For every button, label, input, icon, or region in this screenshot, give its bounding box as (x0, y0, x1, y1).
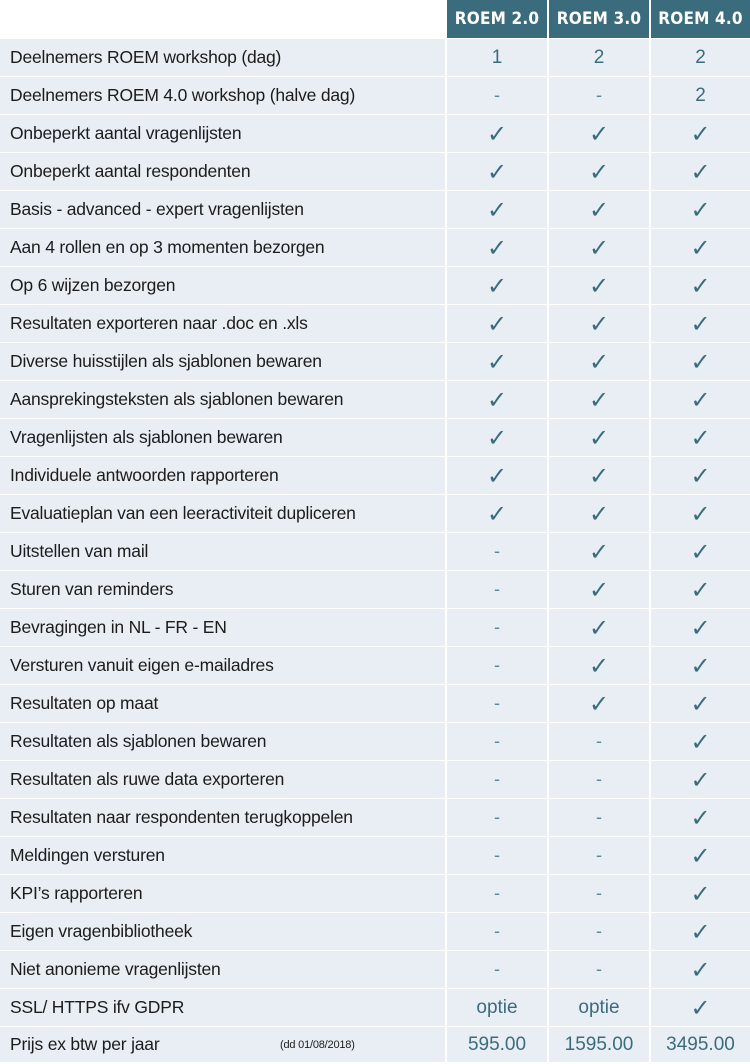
dash-value-roem-2: - (445, 837, 547, 874)
dash-value-roem-2: - (445, 77, 547, 114)
feature-label: Deelnemers ROEM workshop (dag) (10, 47, 282, 67)
check-icon: ✓ (547, 267, 649, 304)
feature-label-cell (0, 723, 445, 760)
column-header-roem-3: ROEM 3.0 (547, 0, 649, 38)
value-cell-roem-2: optie (445, 989, 547, 1026)
dash-value-roem-2: - (445, 761, 547, 798)
table-row (0, 912, 750, 950)
check-icon: ✓ (547, 609, 649, 646)
check-icon: ✓ (445, 267, 547, 304)
check-icon: ✓ (649, 951, 750, 988)
check-icon: ✓ (649, 761, 750, 798)
dash-value-roem-3: - (547, 77, 649, 114)
table-row (0, 608, 750, 646)
table-row (0, 760, 750, 798)
check-icon: ✓ (649, 799, 750, 836)
check-icon: ✓ (547, 229, 649, 266)
feature-label-cell (0, 761, 445, 798)
table-row (0, 684, 750, 722)
dash-value-roem-2: - (445, 533, 547, 570)
check-icon: ✓ (649, 305, 750, 342)
feature-label: Sturen van reminders (10, 579, 174, 599)
table-row (0, 38, 750, 76)
dash-value-roem-3: - (547, 951, 649, 988)
feature-label-cell (0, 647, 445, 684)
price-date-note: (dd 01/08/2018) (280, 1038, 355, 1051)
feature-label: Basis - advanced - expert vragenlijsten (10, 199, 304, 219)
check-icon: ✓ (649, 419, 750, 456)
check-icon: ✓ (547, 647, 649, 684)
check-icon: ✓ (547, 115, 649, 152)
feature-label: Versturen vanuit eigen e-mailadres (10, 655, 274, 675)
check-icon: ✓ (547, 533, 649, 570)
table-row (0, 228, 750, 266)
dash-value-roem-3: - (547, 761, 649, 798)
feature-label: Vragenlijsten als sjablonen bewaren (10, 427, 283, 447)
feature-label: Resultaten op maat (10, 693, 159, 713)
value-cell-roem-4: 3495.00 (649, 1027, 750, 1062)
value-cell-roem-3: optie (547, 989, 649, 1026)
dash-value-roem-2: - (445, 571, 547, 608)
check-icon: ✓ (547, 571, 649, 608)
feature-label-cell (0, 343, 445, 380)
feature-label-cell (0, 381, 445, 418)
feature-label-cell (0, 913, 445, 950)
dash-value-roem-2: - (445, 913, 547, 950)
dash-value-roem-2: - (445, 685, 547, 722)
table-row (0, 418, 750, 456)
check-icon: ✓ (649, 647, 750, 684)
feature-label-cell (0, 989, 445, 1026)
feature-label-cell (0, 457, 445, 494)
dash-value-roem-2: - (445, 723, 547, 760)
dash-value-roem-3: - (547, 723, 649, 760)
feature-label-cell (0, 267, 445, 304)
table-row (0, 494, 750, 532)
feature-label: Resultaten als sjablonen bewaren (10, 731, 267, 751)
dash-value-roem-2: - (445, 609, 547, 646)
check-icon: ✓ (649, 343, 750, 380)
table-row (0, 304, 750, 342)
check-icon: ✓ (649, 495, 750, 532)
check-icon: ✓ (445, 495, 547, 532)
feature-label-cell (0, 837, 445, 874)
table-body (0, 38, 750, 1062)
check-icon: ✓ (649, 229, 750, 266)
feature-label-cell (0, 229, 445, 266)
value-cell-roem-4: 2 (649, 77, 750, 114)
table-row (0, 342, 750, 380)
feature-label: Resultaten naar respondenten terugkoppelen (10, 807, 353, 827)
table-row (0, 380, 750, 418)
check-icon: ✓ (445, 343, 547, 380)
value-cell-roem-3: 2 (547, 39, 649, 76)
table-row (0, 874, 750, 912)
feature-label: Eigen vragenbibliotheek (10, 921, 193, 941)
feature-label: Onbeperkt aantal respondenten (10, 161, 251, 181)
feature-label: Diverse huisstijlen als sjablonen bewaren (10, 351, 322, 371)
feature-label: Uitstellen van mail (10, 541, 149, 561)
feature-label-cell (0, 305, 445, 342)
feature-label-cell (0, 153, 445, 190)
feature-label: Op 6 wijzen bezorgen (10, 275, 176, 295)
check-icon: ✓ (445, 115, 547, 152)
table-row (0, 266, 750, 304)
check-icon: ✓ (649, 381, 750, 418)
table-row (0, 722, 750, 760)
value-cell-roem-2: 595.00 (445, 1027, 547, 1062)
feature-label-cell (0, 799, 445, 836)
value-cell-roem-2: 1 (445, 39, 547, 76)
feature-label: Resultaten als ruwe data exporteren (10, 769, 285, 789)
table-row (0, 456, 750, 494)
feature-label: Aan 4 rollen en op 3 momenten bezorgen (10, 237, 325, 257)
table-row (0, 988, 750, 1026)
check-icon: ✓ (445, 381, 547, 418)
check-icon: ✓ (445, 419, 547, 456)
table-row (0, 114, 750, 152)
table-row (0, 646, 750, 684)
check-icon: ✓ (547, 457, 649, 494)
feature-label-cell (0, 609, 445, 646)
feature-label-cell (0, 39, 445, 76)
table-row (0, 950, 750, 988)
feature-label: Meldingen versturen (10, 845, 165, 865)
check-icon: ✓ (649, 723, 750, 760)
table-row (0, 1026, 750, 1062)
feature-label-cell (0, 191, 445, 228)
check-icon: ✓ (649, 457, 750, 494)
dash-value-roem-2: - (445, 875, 547, 912)
feature-label: Resultaten exporteren naar .doc en .xls (10, 313, 308, 333)
feature-label: Bevragingen in NL - FR - EN (10, 617, 227, 637)
check-icon: ✓ (547, 419, 649, 456)
column-header-roem-2: ROEM 2.0 (445, 0, 547, 38)
check-icon: ✓ (649, 115, 750, 152)
dash-value-roem-2: - (445, 799, 547, 836)
feature-label: Deelnemers ROEM 4.0 workshop (halve dag) (10, 85, 356, 105)
feature-label-cell (0, 951, 445, 988)
dash-value-roem-3: - (547, 875, 649, 912)
check-icon: ✓ (649, 153, 750, 190)
check-icon: ✓ (547, 381, 649, 418)
table-row (0, 570, 750, 608)
feature-label: Niet anonieme vragenlijsten (10, 959, 221, 979)
feature-label: Aansprekingsteksten als sjablonen bewaren (10, 389, 344, 409)
table-row (0, 76, 750, 114)
check-icon: ✓ (649, 913, 750, 950)
value-cell-roem-3: 1595.00 (547, 1027, 649, 1062)
check-icon: ✓ (445, 191, 547, 228)
feature-label-cell (0, 77, 445, 114)
check-icon: ✓ (649, 875, 750, 912)
check-icon: ✓ (649, 837, 750, 874)
feature-label: SSL/ HTTPS ifv GDPR (10, 997, 185, 1017)
feature-label-cell (0, 533, 445, 570)
feature-label-cell (0, 685, 445, 722)
check-icon: ✓ (547, 685, 649, 722)
table-row (0, 532, 750, 570)
feature-label-cell (0, 875, 445, 912)
check-icon: ✓ (649, 989, 750, 1026)
check-icon: ✓ (649, 609, 750, 646)
value-cell-roem-4: 2 (649, 39, 750, 76)
table-row (0, 798, 750, 836)
check-icon: ✓ (445, 457, 547, 494)
check-icon: ✓ (445, 305, 547, 342)
feature-label: Individuele antwoorden rapporteren (10, 465, 279, 485)
feature-label: Evaluatieplan van een leeractiviteit dupliceren (10, 503, 356, 523)
header-blank-cell (0, 0, 445, 38)
feature-label: KPI’s rapporteren (10, 883, 143, 903)
check-icon: ✓ (547, 495, 649, 532)
check-icon: ✓ (649, 685, 750, 722)
dash-value-roem-3: - (547, 837, 649, 874)
feature-label: Prijs ex btw per jaar (10, 1034, 160, 1054)
check-icon: ✓ (649, 533, 750, 570)
feature-label-cell (0, 115, 445, 152)
feature-label-cell (0, 495, 445, 532)
feature-label-cell (0, 419, 445, 456)
column-header-roem-4: ROEM 4.0 (649, 0, 750, 38)
feature-label: Onbeperkt aantal vragenlijsten (10, 123, 242, 143)
dash-value-roem-3: - (547, 799, 649, 836)
check-icon: ✓ (649, 571, 750, 608)
check-icon: ✓ (547, 153, 649, 190)
dash-value-roem-2: - (445, 951, 547, 988)
dash-value-roem-2: - (445, 647, 547, 684)
check-icon: ✓ (445, 153, 547, 190)
table-header (0, 0, 750, 38)
table-row (0, 836, 750, 874)
check-icon: ✓ (649, 267, 750, 304)
check-icon: ✓ (649, 191, 750, 228)
feature-label-cell (0, 1027, 445, 1062)
dash-value-roem-3: - (547, 913, 649, 950)
check-icon: ✓ (547, 191, 649, 228)
table-row (0, 190, 750, 228)
table-row (0, 152, 750, 190)
check-icon: ✓ (445, 229, 547, 266)
feature-label-cell (0, 571, 445, 608)
check-icon: ✓ (547, 305, 649, 342)
check-icon: ✓ (547, 343, 649, 380)
